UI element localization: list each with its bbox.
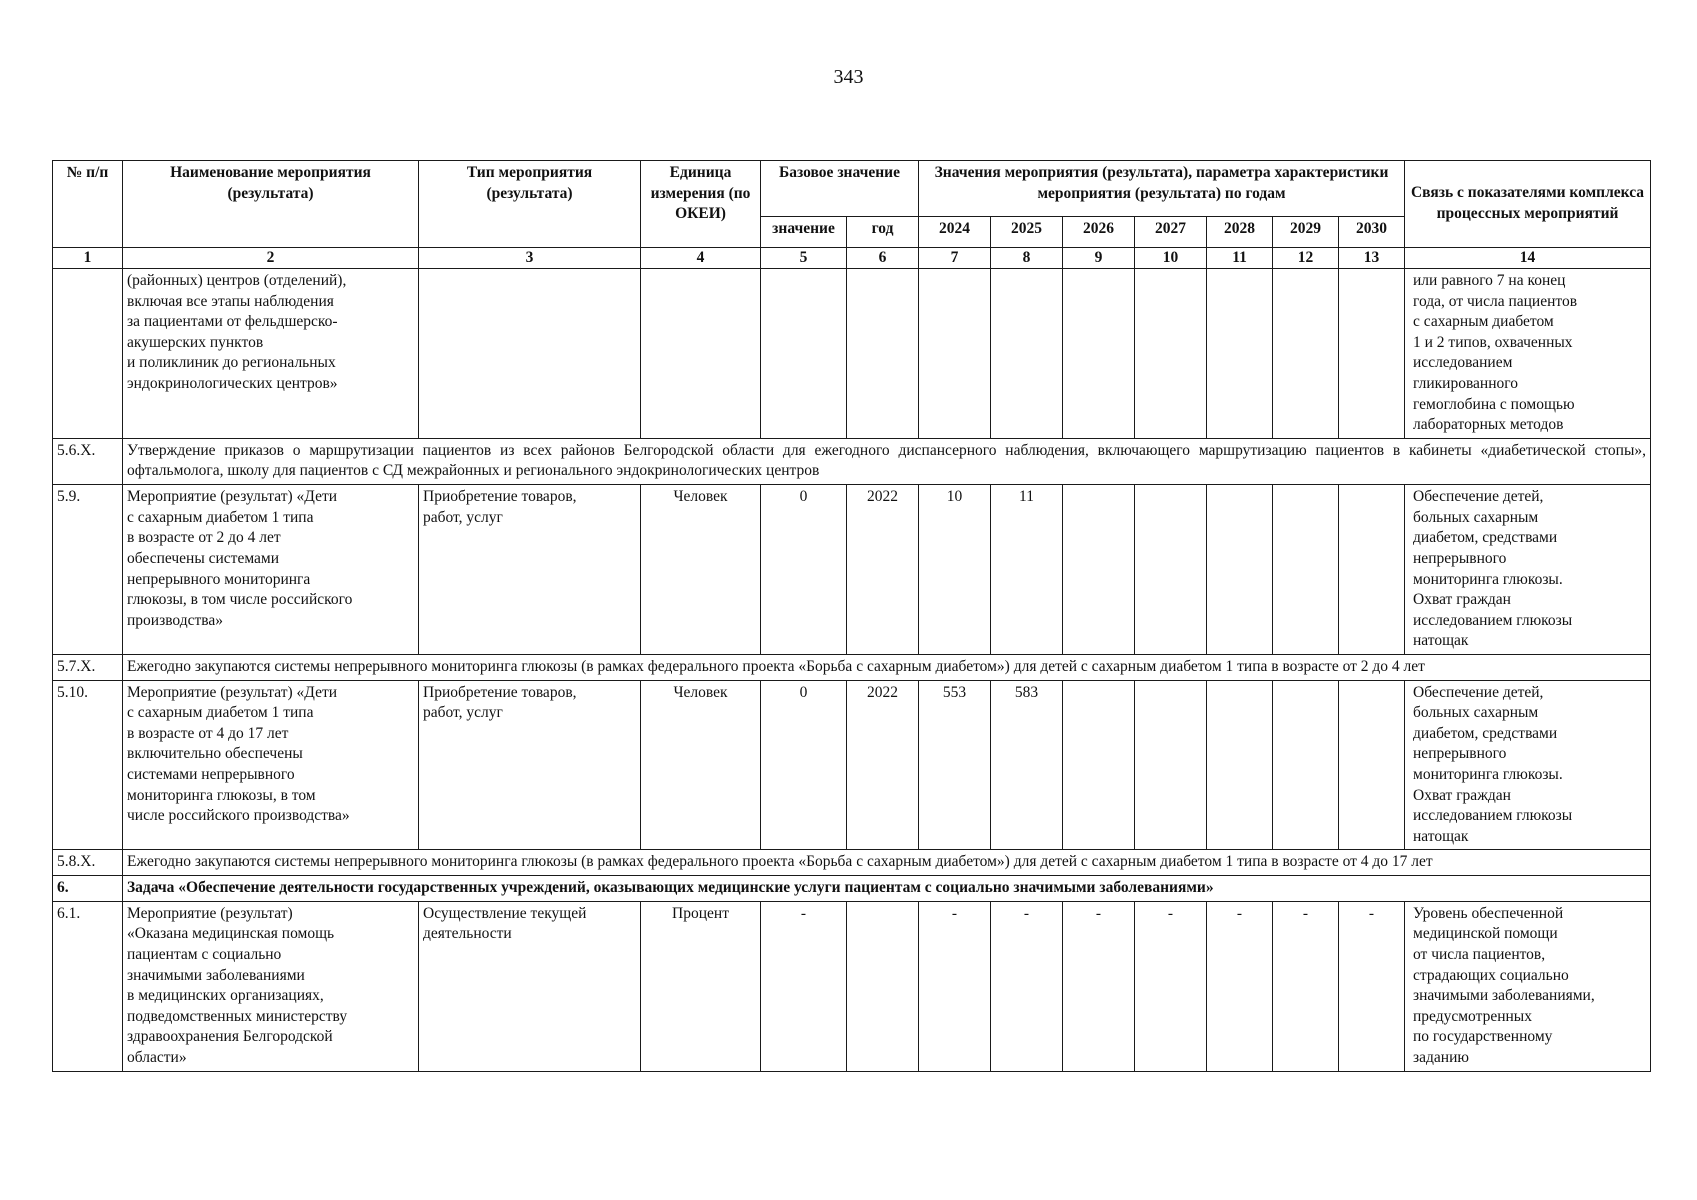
column-number: 1 [53,248,123,269]
cell-num: 5.10. [53,680,123,850]
cell-base-year [847,901,919,1071]
cell-2024: 553 [919,680,991,850]
cell-base-year: 2022 [847,680,919,850]
cell-type: Приобретение товаров, работ, услуг [419,680,641,850]
cell-2028 [1207,680,1273,850]
cell-link: Обеспечение детей, больных сахарным диабетом, средствами непрерывного мониторинга глюкозы. Охват граждан исследованием глюкозы натощак [1405,680,1651,850]
cell-2029: - [1273,901,1339,1071]
cell-2027 [1135,269,1207,439]
column-number: 5 [761,248,847,269]
cell-2029 [1273,680,1339,850]
header-year-2024: 2024 [919,216,991,247]
table-row-6-1 [53,901,1651,1071]
cell-span-text: Ежегодно закупаются системы непрерывного мониторинга глюкозы (в рамках федерального проекта «Борьба с сахарным диабетом») для детей с сахарным диабетом 1 типа в возрасте от 4 до 17 лет [123,850,1651,876]
cell-base-year [847,269,919,439]
header-base: Базовое значение [761,161,919,217]
cell-base-value: 0 [761,485,847,655]
cell-2028: - [1207,901,1273,1071]
cell-link: Уровень обеспеченной медицинской помощи от числа пациентов, страдающих социально значимыми заболеваниями, предусмотренных по государственному заданию [1405,901,1651,1071]
cell-num: 6.1. [53,901,123,1071]
cell-2028 [1207,269,1273,439]
cell-type [419,269,641,439]
cell-num: 5.7.Х. [53,654,123,680]
measures-table [52,160,1651,1072]
column-number: 7 [919,248,991,269]
cell-2026: - [1063,901,1135,1071]
cell-link: Обеспечение детей, больных сахарным диабетом, средствами непрерывного мониторинга глюкозы. Охват граждан исследованием глюкозы натощак [1405,485,1651,655]
cell-base-value: 0 [761,680,847,850]
column-number: 10 [1135,248,1207,269]
table-row-5-9 [53,485,1651,655]
cell-num: 6. [53,876,123,902]
cell-unit: Процент [641,901,761,1071]
cell-2024 [919,269,991,439]
cell-span-text: Ежегодно закупаются системы непрерывного мониторинга глюкозы (в рамках федерального проекта «Борьба с сахарным диабетом») для детей с сахарным диабетом 1 типа в возрасте от 2 до 4 лет [123,654,1651,680]
cell-2028 [1207,485,1273,655]
cell-2030 [1339,680,1405,850]
cell-num: 5.6.Х. [53,438,123,484]
cell-2026 [1063,680,1135,850]
cell-base-value [761,269,847,439]
column-number: 3 [419,248,641,269]
header-base-year: год [847,216,919,247]
table-row-6 [53,876,1651,902]
cell-2024: - [919,901,991,1071]
table-row-5-6x [53,438,1651,484]
cell-2030 [1339,485,1405,655]
cell-type: Приобретение товаров, работ, услуг [419,485,641,655]
column-number: 11 [1207,248,1273,269]
cell-2029 [1273,269,1339,439]
cell-2025 [991,269,1063,439]
cell-2025: 11 [991,485,1063,655]
cell-unit: Человек [641,680,761,850]
table-row-5-8x [53,850,1651,876]
cell-unit: Человек [641,485,761,655]
cell-2026 [1063,485,1135,655]
column-number: 13 [1339,248,1405,269]
column-number: 9 [1063,248,1135,269]
cell-2027 [1135,680,1207,850]
column-number: 6 [847,248,919,269]
cell-type: Осуществление текущей деятельности [419,901,641,1071]
cell-2030: - [1339,901,1405,1071]
table-row-continuation [53,269,1651,439]
cell-2027 [1135,485,1207,655]
cell-num: 5.8.Х. [53,850,123,876]
cell-base-value: - [761,901,847,1071]
cell-name: Мероприятие (результат) «Оказана медицинская помощь пациентам с социально значимыми заболеваниями в медицинских организациях, подведомственных министерству здравоохранения Белгородской области» [123,901,419,1071]
column-number: 4 [641,248,761,269]
cell-2027: - [1135,901,1207,1071]
header-year-2030: 2030 [1339,216,1405,247]
cell-link: или равного 7 на конец года, от числа пациентов с сахарным диабетом 1 и 2 типов, охваченных исследованием гликированного гемоглобина с помощью лабораторных методов [1405,269,1651,439]
header-year-2028: 2028 [1207,216,1273,247]
table-row-5-10 [53,680,1651,850]
cell-2025: - [991,901,1063,1071]
cell-name: Мероприятие (результат) «Дети с сахарным диабетом 1 типа в возрасте от 2 до 4 лет обеспечены системами непрерывного мониторинга глюкозы, в том числе российского производства» [123,485,419,655]
header-base-value: значение [761,216,847,247]
cell-span-text: Утверждение приказов о маршрутизации пациентов из всех районов Белгородской области для ежегодного диспансерного наблюдения, включающего маршрутизацию пациентов в кабинеты «диабетической стопы», офтальмолога, школу для пациентов с СД межрайонных и регионального эндокринологических центров [123,438,1651,484]
header-year-2029: 2029 [1273,216,1339,247]
cell-name: (районных) центров (отделений), включая все этапы наблюдения за пациентами от фельдшерско- акушерских пунктов и поликлиник до региональных эндокринологических центров» [123,269,419,439]
column-numbers-row [53,248,1651,269]
column-number: 8 [991,248,1063,269]
column-number: 14 [1405,248,1651,269]
header-unit: Единица измерения (по ОКЕИ) [641,161,761,248]
header-link: Связь с показателями комплекса процессных мероприятий [1405,161,1651,248]
header-values-group: Значения мероприятия (результата), параметра характеристики мероприятия (результата) по годам [919,161,1405,217]
table-row-5-7x [53,654,1651,680]
cell-name: Мероприятие (результат) «Дети с сахарным диабетом 1 типа в возрасте от 4 до 17 лет включительно обеспечены системами непрерывного мониторинга глюкозы, в том числе российского производства» [123,680,419,850]
cell-num [53,269,123,439]
header-row-1 [53,161,1651,217]
cell-2025: 583 [991,680,1063,850]
cell-task-title: Задача «Обеспечение деятельности государственных учреждений, оказывающих медицинские услуги пациентам с социально значимыми заболеваниями» [123,876,1651,902]
header-year-2027: 2027 [1135,216,1207,247]
cell-unit [641,269,761,439]
cell-base-year: 2022 [847,485,919,655]
cell-num: 5.9. [53,485,123,655]
header-type: Тип мероприятия (результата) [419,161,641,248]
header-year-2025: 2025 [991,216,1063,247]
cell-2024: 10 [919,485,991,655]
cell-2030 [1339,269,1405,439]
page-number: 343 [833,66,864,88]
cell-2026 [1063,269,1135,439]
header-num: № п/п [53,161,123,248]
column-number: 12 [1273,248,1339,269]
column-number: 2 [123,248,419,269]
header-name: Наименование мероприятия (результата) [123,161,419,248]
cell-2029 [1273,485,1339,655]
header-year-2026: 2026 [1063,216,1135,247]
